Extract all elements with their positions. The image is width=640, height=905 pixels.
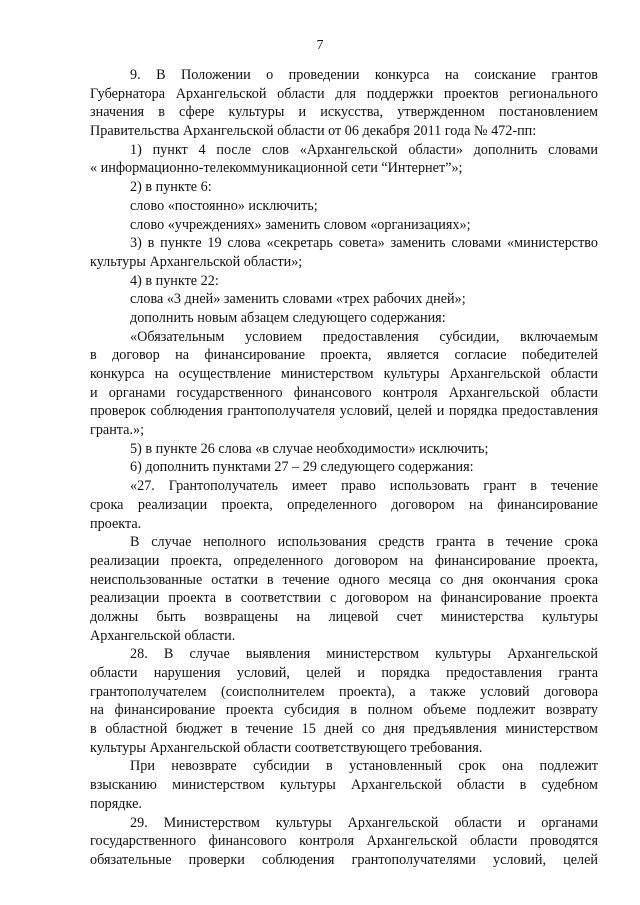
- text-line: 5) в пункте 26 слова «в случае необходимости» исключить;: [130, 440, 489, 457]
- text-line: 6) дополнить пунктами 27 – 29 следующего содержания:: [130, 459, 474, 476]
- text-line: Правительства Архангельской области от 06 декабря 2011 года № 472-пп:: [90, 123, 537, 140]
- text-line: 3) в пункте 19 слова «секретарь совета» заменить словами «министерство: [130, 235, 598, 252]
- text-line: 2) в пункте 6:: [130, 179, 212, 196]
- text-line: на финансирование проекта субсидия в полном объеме подлежит возврату: [90, 702, 598, 719]
- text-line: слова «3 дней» заменить словами «трех рабочих дней»;: [130, 291, 466, 308]
- text-line: реализации проекта в соответствии с договором на финансирование проекта: [90, 590, 598, 607]
- text-line: грантополучателем (соисполнителем проекта), а также условий договора: [90, 683, 598, 700]
- text-line: дополнить новым абзацем следующего содержания:: [130, 309, 446, 326]
- text-line: неиспользованные остатки в течение одного месяца со дня окончания срока: [90, 571, 598, 588]
- text-line: слово «постоянно» исключить;: [130, 197, 318, 214]
- text-line: Губернатора Архангельской области для поддержки проектов регионального: [90, 85, 598, 102]
- document-body: [90, 66, 598, 870]
- text-line: конкурса на осуществление министерством культуры Архангельской области: [90, 366, 598, 382]
- text-line: государственного финансового контроля Архангельской области проводятся: [90, 833, 598, 850]
- text-line: 4) в пункте 22:: [130, 272, 219, 289]
- text-line: проверок соблюдения грантополучателя условий, целей и порядка предоставления: [90, 403, 598, 420]
- text-line: В случае неполного использования средств гранта в течение срока: [130, 534, 598, 551]
- text-line: в договор на финансирование проекта, является согласие победителей: [90, 347, 598, 364]
- text-line: значения в сфере культуры и искусства, утвержденном постановлением: [90, 104, 598, 121]
- text-line: 1) пункт 4 после слов «Архангельской области» дополнить словами: [130, 141, 598, 158]
- text-line: и органами государственного финансового контроля Архангельской области: [90, 384, 598, 401]
- text-line: 9. В Положении о проведении конкурса на соискание грантов: [130, 67, 598, 83]
- text-line: порядке.: [90, 795, 142, 812]
- text-line: « информационно-телекоммуникационной сети “Интернет”»;: [90, 160, 463, 177]
- text-line: проекта.: [90, 515, 142, 532]
- text-line: реализации проекта, определенного договором на финансирование проекта,: [90, 552, 598, 569]
- text-line: «Обязательным условием предоставления субсидии, включаемым: [130, 328, 598, 345]
- text-line: взысканию министерством культуры Архангельской области в судебном: [90, 777, 598, 794]
- text-line: «27. Грантополучатель имеет право использовать грант в течение: [130, 478, 598, 495]
- text-line: 29. Министерством культуры Архангельской области и органами: [130, 814, 598, 831]
- text-line: культуры Архангельской области соответствующего требования.: [90, 739, 483, 756]
- text-line: обязательные проверки соблюдения грантополучателями условий, целей: [90, 851, 598, 868]
- text-line: области нарушения условий, целей и порядка предоставления гранта: [90, 665, 598, 681]
- text-line: должны быть возвращены на лицевой счет министерства культуры: [90, 608, 598, 625]
- text-line: в областной бюджет в течение 15 дней со дня предъявления министерством: [90, 721, 598, 738]
- text-line: культуры Архангельской области»;: [90, 253, 303, 270]
- text-line: гранта.»;: [90, 422, 145, 439]
- text-line: Архангельской области.: [90, 627, 236, 644]
- text-line: 28. В случае выявления министерством культуры Архангельской: [130, 646, 598, 663]
- text-line: срока реализации проекта, определенного договором на финансирование: [90, 496, 598, 513]
- text-line: слово «учреждениях» заменить словом «организациях»;: [130, 216, 471, 233]
- text-line: При невозврате субсидии в установленный срок она подлежит: [130, 758, 598, 775]
- page-number: 7: [316, 38, 324, 53]
